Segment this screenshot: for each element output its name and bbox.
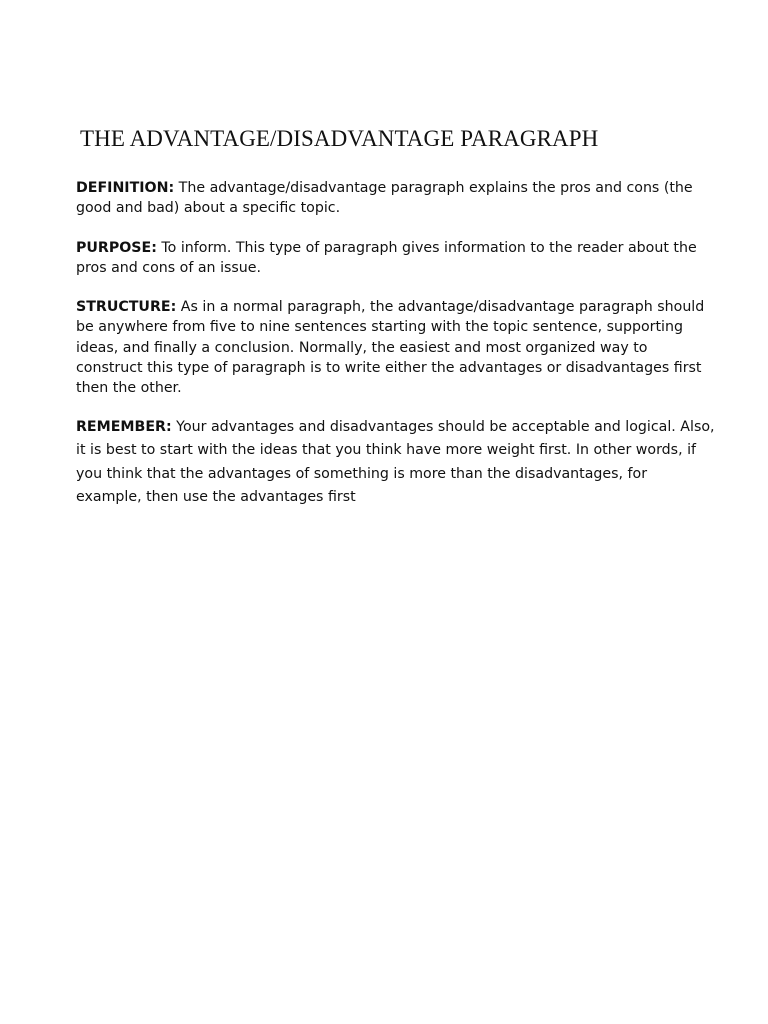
document-title: THE ADVANTAGE/DISADVANTAGE PARAGRAPH	[80, 126, 599, 151]
purpose-text: To inform. This type of paragraph gives information to the reader about the pros and cons of an issue.	[76, 239, 697, 276]
purpose-term: PURPOSE:	[76, 239, 157, 256]
remember-paragraph	[76, 416, 716, 510]
structure-term: STRUCTURE:	[76, 299, 177, 316]
definition-paragraph	[76, 178, 716, 219]
purpose-paragraph	[76, 238, 716, 279]
remember-term: REMEMBER:	[76, 418, 172, 435]
definition-term: DEFINITION:	[76, 180, 175, 196]
document-body	[76, 178, 716, 529]
remember-text: Your advantages and disadvantages should be acceptable and logical. Also, it is best to start with the ideas that you think have more weight first. In other words, if you think that the advantages of something is more than the disadvantages, for example, then use the advantages first	[76, 418, 715, 506]
structure-paragraph	[76, 297, 716, 398]
definition-text: The advantage/disadvantage paragraph explains the pros and cons (the good and bad) about a specific topic.	[76, 180, 693, 217]
structure-text: As in a normal paragraph, the advantage/disadvantage paragraph should be anywhere from five to nine sentences starting with the topic sentence, supporting ideas, and finally a conclusion. Normally, the easiest and most organized way to construct this type of paragraph is to write either the advantages or disadvantages first then the other.	[76, 299, 705, 397]
